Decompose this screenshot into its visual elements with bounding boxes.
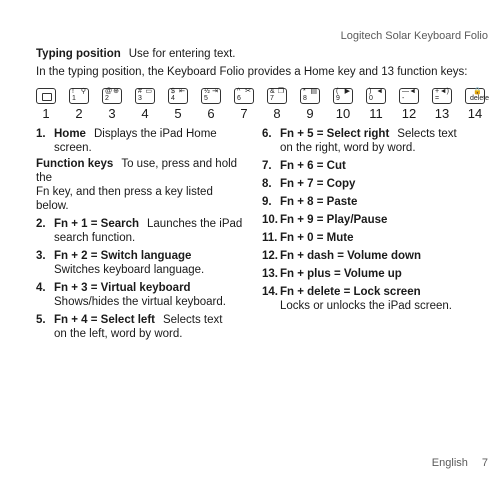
play-pause-icon: ▶ <box>344 88 350 95</box>
list-item <box>262 285 492 313</box>
typing-position-label: Typing position <box>36 48 121 60</box>
item-number: 6. <box>262 128 272 140</box>
list-item <box>262 249 492 263</box>
item-label: Fn + 0 = Mute <box>280 232 354 244</box>
function-key-9 <box>300 88 320 104</box>
key-top-char: @ <box>105 88 113 95</box>
item-number: 1. <box>36 128 46 140</box>
key-number: 8 <box>273 106 281 121</box>
key-number-row <box>36 106 483 122</box>
list-item-home <box>36 127 246 155</box>
footer-language: English <box>431 457 468 469</box>
item-label: Fn + 5 = Select right <box>280 128 390 140</box>
item-label: Fn + delete = Lock screen <box>280 286 421 298</box>
key-number: 12 <box>401 106 417 121</box>
typing-position-line <box>36 46 236 62</box>
key-bottom-char: 4 <box>171 95 175 102</box>
paste-icon: ▤ <box>310 88 317 95</box>
list-item <box>262 213 492 227</box>
item-number: 4. <box>36 282 46 294</box>
item-number: 13. <box>262 268 278 280</box>
item-number: 5. <box>36 314 46 326</box>
item-number: 10. <box>262 214 278 226</box>
key-bottom-char: = <box>435 95 440 102</box>
item-label: Fn + 8 = Paste <box>280 196 358 208</box>
function-keys-desc: To use, press and hold the <box>36 158 238 184</box>
list-item <box>36 313 246 341</box>
item-desc-line2: Switches keyboard language. <box>54 264 205 276</box>
item-number: 3. <box>36 250 46 262</box>
item-desc-line2: Shows/hides the virtual keyboard. <box>54 296 226 308</box>
function-key-3 <box>102 88 122 104</box>
function-key-8 <box>267 88 287 104</box>
list-item <box>262 159 492 173</box>
key-top-char: # <box>138 88 142 95</box>
key-number: 5 <box>174 106 182 121</box>
key-bottom-char: - <box>402 95 405 102</box>
item-label: Fn + 2 = Switch language <box>54 250 192 262</box>
item-label: Fn + 4 = Select left <box>54 314 155 326</box>
item-label: Fn + 6 = Cut <box>280 160 346 172</box>
key-number: 13 <box>434 106 450 121</box>
item-label: Fn + 1 = Search <box>54 218 140 230</box>
volume-up-icon: ◄) <box>439 88 449 95</box>
key-number: 6 <box>207 106 215 121</box>
key-bottom-char: 2 <box>105 95 109 102</box>
select-left-icon: ⇤ <box>179 88 185 95</box>
key-top-char: $ <box>171 88 175 95</box>
page-footer <box>432 457 488 469</box>
function-key-10 <box>333 88 353 104</box>
item-desc: Launches the iPad <box>147 218 243 230</box>
key-top-char: * <box>303 88 306 95</box>
typing-position-desc: Use for entering text. <box>128 48 236 60</box>
item-number: 2. <box>36 218 46 230</box>
item-label: Fn + plus = Volume up <box>280 268 402 280</box>
key-number: 9 <box>306 106 314 121</box>
keyboard-icon: ▭ <box>145 88 152 95</box>
key-top-char: ( <box>336 88 339 95</box>
item-desc-line2: on the right, word by word. <box>280 142 416 154</box>
key-number: 1 <box>42 106 50 121</box>
key-number: 10 <box>335 106 351 121</box>
list-item <box>262 195 492 209</box>
item-label: Fn + 3 = Virtual keyboard <box>54 282 191 294</box>
function-key-4 <box>135 88 155 104</box>
function-key-2 <box>69 88 89 104</box>
item-label: Home <box>54 128 86 140</box>
function-key-12 <box>399 88 419 104</box>
page-header: Logitech Solar Keyboard Folio <box>340 30 488 42</box>
item-label: Fn + dash = Volume down <box>280 250 421 262</box>
select-right-icon: ⇥ <box>212 88 218 95</box>
key-bottom-char: 7 <box>270 95 274 102</box>
list-item <box>36 217 246 245</box>
function-key-11 <box>366 88 386 104</box>
item-number: 12. <box>262 250 278 262</box>
left-column <box>36 127 246 345</box>
key-top-char: ! <box>72 88 74 95</box>
key-top-char: — <box>402 88 409 95</box>
mute-icon: ◄ <box>376 88 383 95</box>
list-item <box>262 127 492 155</box>
item-number: 14. <box>262 286 278 298</box>
lock-icon: 🔒 <box>473 88 482 95</box>
key-bottom-char: 9 <box>336 95 340 102</box>
page-number: 7 <box>481 457 488 469</box>
list-item <box>262 231 492 245</box>
key-bottom-char: 1 <box>72 95 76 102</box>
item-label: Fn + 9 = Play/Pause <box>280 214 388 226</box>
function-key-6 <box>201 88 221 104</box>
key-number: 4 <box>141 106 149 121</box>
key-number: 2 <box>75 106 83 121</box>
item-desc: Displays the iPad Home screen. <box>54 128 217 154</box>
search-icon: ⚲ <box>80 88 86 95</box>
home-icon <box>42 93 52 101</box>
list-item <box>36 281 246 309</box>
item-desc: Selects text <box>162 314 223 326</box>
function-key-14 <box>465 88 490 104</box>
item-desc-line2: search function. <box>54 232 136 244</box>
key-top-char: ½ <box>204 88 210 95</box>
item-label: Fn + 7 = Copy <box>280 178 356 190</box>
item-desc-line2: Locks or unlocks the iPad screen. <box>280 300 452 312</box>
key-bottom-char: 8 <box>303 95 307 102</box>
typing-intro: In the typing position, the Keyboard Folio provides a Home key and 13 function keys: <box>36 66 468 78</box>
function-keys-desc2: Fn key, and then press a key listed below. <box>36 186 213 212</box>
function-key-row <box>36 88 490 106</box>
key-bottom-char: 6 <box>237 95 241 102</box>
function-key-7 <box>234 88 254 104</box>
key-bottom-char: 3 <box>138 95 142 102</box>
key-number: 14 <box>467 106 483 121</box>
list-item <box>36 249 246 277</box>
item-number: 8. <box>262 178 272 190</box>
key-top-char: ^ <box>237 88 241 95</box>
volume-down-icon: ◄ <box>409 88 416 95</box>
function-key-5 <box>168 88 188 104</box>
item-number: 7. <box>262 160 272 172</box>
list-item <box>262 267 492 281</box>
list-item <box>262 177 492 191</box>
item-number: 11. <box>262 232 278 244</box>
key-number: 7 <box>240 106 248 121</box>
function-key-13 <box>432 88 452 104</box>
function-key-1 <box>36 88 56 104</box>
function-keys-label: Function keys <box>36 158 114 170</box>
key-number: 11 <box>369 106 383 121</box>
key-bottom-char: 5 <box>204 95 208 102</box>
copy-icon: ❐ <box>277 88 284 95</box>
key-top-char: ) <box>369 88 372 95</box>
key-number: 3 <box>108 106 116 121</box>
globe-icon: ⊕ <box>113 88 119 95</box>
item-number: 9. <box>262 196 272 208</box>
cut-icon: ✂ <box>245 88 251 95</box>
key-bottom-char: 0 <box>369 95 373 102</box>
key-top-char: + <box>435 88 440 95</box>
key-bottom-char: delete <box>470 95 490 102</box>
item-desc-line2: on the left, word by word. <box>54 328 183 340</box>
function-keys-note <box>36 157 246 213</box>
key-top-char: & <box>270 88 275 95</box>
item-desc: Selects text <box>397 128 457 140</box>
right-column <box>262 127 492 317</box>
